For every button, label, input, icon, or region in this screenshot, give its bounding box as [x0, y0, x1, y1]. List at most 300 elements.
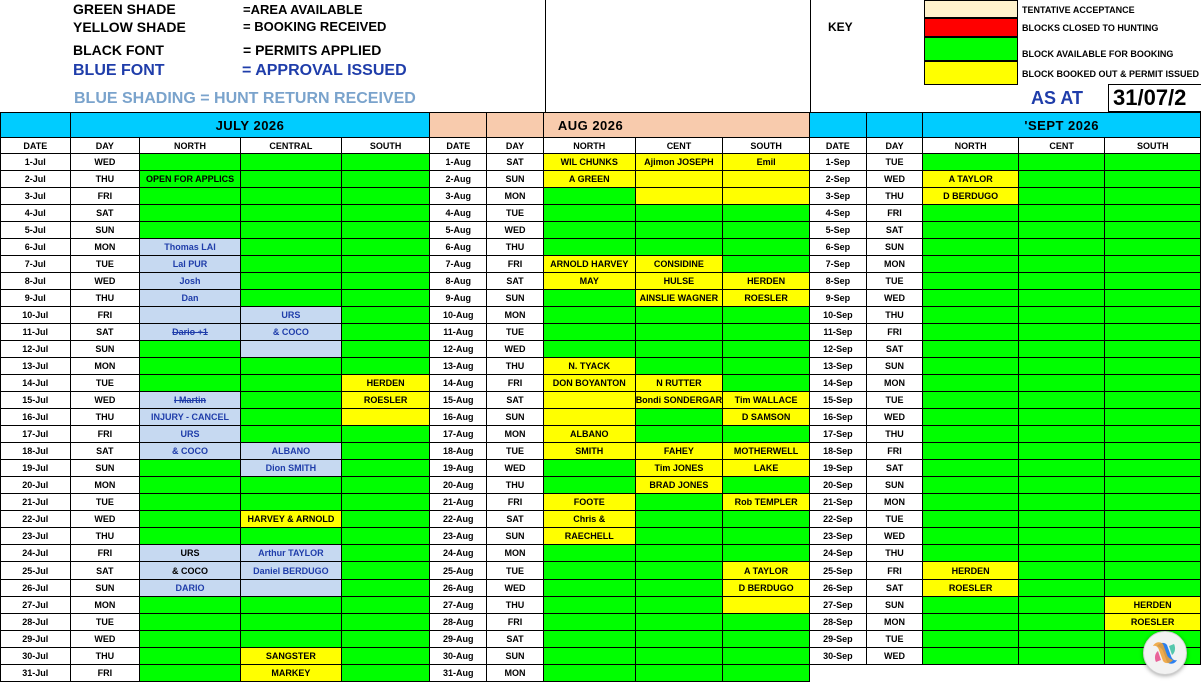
sept-day-cell: WED — [866, 648, 923, 665]
aug-north-cell: SMITH — [543, 443, 635, 460]
jul-date-cell: 17-Jul — [1, 426, 71, 443]
aug-cent-cell — [635, 188, 723, 205]
jul-date-cell: 11-Jul — [1, 324, 71, 341]
key-swatch-booked — [924, 61, 1018, 85]
aug-day-cell: THU — [487, 358, 544, 375]
sept-north-cell — [923, 392, 1019, 409]
jul-header-day: DAY — [70, 138, 140, 154]
sept-north-cell: D BERDUGO — [923, 188, 1019, 205]
jul-date-cell: 3-Jul — [1, 188, 71, 205]
sept-north-cell — [923, 290, 1019, 307]
sept-date-cell: 11-Sep — [809, 324, 866, 341]
aug-cent-cell — [635, 631, 723, 648]
jul-central-cell — [240, 188, 341, 205]
aug-south-cell — [723, 205, 810, 222]
aug-day-cell: FRI — [487, 256, 544, 273]
table-row — [1, 188, 1201, 205]
aug-south-cell — [723, 375, 810, 392]
sept-title: 'SEPT 2026 — [923, 113, 1201, 138]
table-row — [1, 290, 1201, 307]
aug-cent-cell — [635, 511, 723, 528]
legend-green-meaning: =AREA AVAILABLE — [243, 2, 363, 17]
aug-cent-cell: HULSE — [635, 273, 723, 290]
aug-north-cell — [543, 460, 635, 477]
aug-south-cell: HERDEN — [723, 273, 810, 290]
sept-day-cell: MON — [866, 375, 923, 392]
aug-cent-cell — [635, 358, 723, 375]
sept-north-cell — [923, 597, 1019, 614]
jul-date-cell: 30-Jul — [1, 648, 71, 665]
aug-north-cell — [543, 614, 635, 631]
sept-cent-cell — [1018, 597, 1104, 614]
aug-cent-cell — [635, 580, 723, 597]
aug-south-cell: LAKE — [723, 460, 810, 477]
jul-central-cell — [240, 273, 341, 290]
sept-day-cell: WED — [866, 290, 923, 307]
aug-day-cell: SAT — [487, 273, 544, 290]
sept-date-cell: 2-Sep — [809, 171, 866, 188]
aug-cent-cell — [635, 597, 723, 614]
sept-date-cell: 30-Sep — [809, 648, 866, 665]
aug-header-date: DATE — [430, 138, 487, 154]
aug-south-cell — [723, 614, 810, 631]
aug-south-cell — [723, 256, 810, 273]
table-row — [1, 409, 1201, 426]
aug-south-cell — [723, 511, 810, 528]
aug-north-cell: ARNOLD HARVEY — [543, 256, 635, 273]
jul-north-cell — [140, 631, 241, 648]
jul-day-cell: THU — [70, 648, 140, 665]
key-label: KEY — [828, 20, 853, 34]
jul-central-cell — [240, 205, 341, 222]
sept-day-cell: FRI — [866, 562, 923, 580]
aug-day-cell: TUE — [487, 443, 544, 460]
aug-day-cell: SUN — [487, 171, 544, 188]
aug-day-cell: TUE — [487, 205, 544, 222]
sept-header-day: DAY — [866, 138, 923, 154]
sept-cent-cell — [1018, 307, 1104, 324]
sept-north-cell — [923, 222, 1019, 239]
aug-north-cell — [543, 222, 635, 239]
aug-south-cell — [723, 341, 810, 358]
aug-day-cell: SUN — [487, 290, 544, 307]
sept-date-cell: 8-Sep — [809, 273, 866, 290]
aug-north-cell — [543, 648, 635, 665]
sept-date-cell: 25-Sep — [809, 562, 866, 580]
sept-south-cell — [1105, 443, 1201, 460]
aug-cent-cell: Ajimon JOSEPH — [635, 154, 723, 171]
sept-south-cell — [1105, 307, 1201, 324]
sept-date-cell: 9-Sep — [809, 290, 866, 307]
jul-day-cell: SAT — [70, 562, 140, 580]
sept-south-cell — [1105, 256, 1201, 273]
table-row — [1, 494, 1201, 511]
jul-central-cell — [240, 580, 341, 597]
jul-central-cell — [240, 222, 341, 239]
aug-north-cell: MAY — [543, 273, 635, 290]
jul-central-cell — [240, 597, 341, 614]
jul-day-cell: THU — [70, 290, 140, 307]
jul-north-cell — [140, 460, 241, 477]
sept-north-cell — [923, 256, 1019, 273]
aug-title: AUG 2026 — [543, 113, 809, 138]
aug-north-cell — [543, 341, 635, 358]
jul-north-cell — [140, 358, 241, 375]
aug-cent-cell — [635, 648, 723, 665]
sept-cent-cell — [1018, 580, 1104, 597]
sept-south-cell — [1105, 545, 1201, 562]
jul-day-cell: MON — [70, 597, 140, 614]
jul-north-cell: OPEN FOR APPLICS — [140, 171, 241, 188]
table-row — [1, 273, 1201, 290]
aug-south-cell: ROESLER — [723, 290, 810, 307]
sept-cent-cell — [1018, 392, 1104, 409]
aug-header-north: NORTH — [543, 138, 635, 154]
jul-date-cell: 21-Jul — [1, 494, 71, 511]
jul-central-cell — [240, 290, 341, 307]
jul-day-cell: THU — [70, 528, 140, 545]
jul-day-cell: SUN — [70, 580, 140, 597]
jul-central-cell: MARKEY — [240, 665, 341, 682]
jul-north-cell: INJURY - CANCEL — [140, 409, 241, 426]
table-row — [1, 222, 1201, 239]
aug-south-cell — [723, 188, 810, 205]
aug-date-cell: 6-Aug — [430, 239, 487, 256]
aug-header-south: SOUTH — [723, 138, 810, 154]
key-label-tentative: TENTATIVE ACCEPTANCE — [1022, 5, 1135, 15]
aug-date-cell: 8-Aug — [430, 273, 487, 290]
legend-green-shade: GREEN SHADE — [73, 1, 176, 17]
sept-date-cell: 20-Sep — [809, 477, 866, 494]
jul-date-cell: 14-Jul — [1, 375, 71, 392]
sept-cent-cell — [1018, 256, 1104, 273]
sept-cent-cell — [1018, 154, 1104, 171]
aug-date-cell: 15-Aug — [430, 392, 487, 409]
jul-date-cell: 25-Jul — [1, 562, 71, 580]
column-header-row — [1, 138, 1201, 154]
jul-south-cell — [341, 324, 430, 341]
jul-day-cell: MON — [70, 239, 140, 256]
aug-north-cell: ALBANO — [543, 426, 635, 443]
aug-day-cell: WED — [487, 341, 544, 358]
sept-south-cell — [1105, 273, 1201, 290]
sept-day-cell: TUE — [866, 511, 923, 528]
sept-north-cell — [923, 324, 1019, 341]
jul-south-cell — [341, 665, 430, 682]
aug-north-cell — [543, 307, 635, 324]
july-title: JULY 2026 — [70, 113, 430, 138]
sept-cent-cell — [1018, 614, 1104, 631]
aug-south-cell — [723, 631, 810, 648]
aug-day-cell: WED — [487, 580, 544, 597]
aug-date-cell: 24-Aug — [430, 545, 487, 562]
sept-south-cell — [1105, 188, 1201, 205]
jul-south-cell — [341, 409, 430, 426]
sept-south-cell — [1105, 460, 1201, 477]
jul-central-cell — [240, 494, 341, 511]
sept-north-cell — [923, 460, 1019, 477]
aug-date-cell: 18-Aug — [430, 443, 487, 460]
table-row — [1, 205, 1201, 222]
aug-header-cent: CENT — [635, 138, 723, 154]
legend-blue-font: BLUE FONT — [73, 62, 165, 79]
sept-corner-day — [866, 113, 923, 138]
aug-north-cell — [543, 562, 635, 580]
jul-north-cell: URS — [140, 426, 241, 443]
table-row — [1, 562, 1201, 580]
aug-date-cell: 16-Aug — [430, 409, 487, 426]
jul-south-cell — [341, 273, 430, 290]
aug-cent-cell — [635, 494, 723, 511]
aug-date-cell: 20-Aug — [430, 477, 487, 494]
jul-north-cell — [140, 205, 241, 222]
sept-date-cell: 6-Sep — [809, 239, 866, 256]
jul-central-cell — [240, 614, 341, 631]
jul-central-cell — [240, 409, 341, 426]
jul-south-cell — [341, 631, 430, 648]
jul-north-cell — [140, 222, 241, 239]
aug-date-cell: 7-Aug — [430, 256, 487, 273]
sept-cent-cell — [1018, 631, 1104, 648]
sept-day-cell — [866, 665, 923, 682]
sept-cent-cell — [1018, 375, 1104, 392]
jul-day-cell: FRI — [70, 188, 140, 205]
aug-north-cell — [543, 409, 635, 426]
jul-south-cell — [341, 341, 430, 358]
sept-south-cell — [1105, 562, 1201, 580]
jul-south-cell — [341, 188, 430, 205]
jul-central-cell — [240, 154, 341, 171]
sept-header-date: DATE — [809, 138, 866, 154]
sept-date-cell — [809, 665, 866, 682]
sept-south-cell — [1105, 409, 1201, 426]
sept-day-cell: MON — [866, 256, 923, 273]
sept-south-cell — [1105, 477, 1201, 494]
aug-cent-cell: Tim JONES — [635, 460, 723, 477]
jul-north-cell — [140, 375, 241, 392]
aug-day-cell: FRI — [487, 614, 544, 631]
sept-north-cell — [923, 409, 1019, 426]
sept-day-cell: THU — [866, 545, 923, 562]
table-row — [1, 307, 1201, 324]
aug-day-cell: TUE — [487, 324, 544, 341]
sept-cent-cell — [1018, 222, 1104, 239]
jul-south-cell — [341, 358, 430, 375]
sept-north-cell — [923, 614, 1019, 631]
aug-north-cell — [543, 188, 635, 205]
sept-day-cell: FRI — [866, 443, 923, 460]
sept-date-cell: 4-Sep — [809, 205, 866, 222]
sept-day-cell: SAT — [866, 460, 923, 477]
sept-cent-cell — [1018, 426, 1104, 443]
aug-north-cell: A GREEN — [543, 171, 635, 188]
aug-south-cell: D BERDUGO — [723, 580, 810, 597]
sept-cent-cell — [1018, 562, 1104, 580]
aug-day-cell: SAT — [487, 631, 544, 648]
jul-day-cell: SAT — [70, 443, 140, 460]
aug-south-cell — [723, 222, 810, 239]
sept-day-cell: TUE — [866, 154, 923, 171]
sept-day-cell: SAT — [866, 341, 923, 358]
copilot-button[interactable] — [1143, 631, 1187, 675]
aug-cent-cell: N RUTTER — [635, 375, 723, 392]
sept-north-cell — [923, 307, 1019, 324]
sept-south-cell — [1105, 392, 1201, 409]
aug-south-cell: A TAYLOR — [723, 562, 810, 580]
legend-divider-2 — [810, 0, 811, 112]
jul-south-cell — [341, 307, 430, 324]
aug-date-cell: 3-Aug — [430, 188, 487, 205]
table-row — [1, 545, 1201, 562]
aug-south-cell — [723, 648, 810, 665]
aug-north-cell — [543, 324, 635, 341]
aug-date-cell: 1-Aug — [430, 154, 487, 171]
jul-south-cell — [341, 614, 430, 631]
jul-date-cell: 1-Jul — [1, 154, 71, 171]
sept-cent-cell — [1018, 290, 1104, 307]
jul-date-cell: 13-Jul — [1, 358, 71, 375]
jul-date-cell: 8-Jul — [1, 273, 71, 290]
jul-date-cell: 9-Jul — [1, 290, 71, 307]
aug-south-cell — [723, 528, 810, 545]
sept-south-cell — [1105, 239, 1201, 256]
sept-south-cell — [1105, 341, 1201, 358]
aug-date-cell: 27-Aug — [430, 597, 487, 614]
sept-day-cell: TUE — [866, 273, 923, 290]
sept-day-cell: WED — [866, 528, 923, 545]
jul-central-cell — [240, 256, 341, 273]
sept-south-cell: HERDEN — [1105, 597, 1201, 614]
jul-day-cell: TUE — [70, 256, 140, 273]
sept-north-cell — [923, 477, 1019, 494]
aug-north-cell: Chris & — [543, 511, 635, 528]
sept-north-cell: HERDEN — [923, 562, 1019, 580]
legend-black-meaning: = PERMITS APPLIED — [243, 42, 382, 58]
aug-south-cell — [723, 171, 810, 188]
jul-south-cell — [341, 494, 430, 511]
jul-day-cell: MON — [70, 358, 140, 375]
jul-north-cell: Josh — [140, 273, 241, 290]
sept-header-south: SOUTH — [1105, 138, 1201, 154]
jul-date-cell: 20-Jul — [1, 477, 71, 494]
aug-cent-cell — [635, 171, 723, 188]
legend-divider-1 — [545, 0, 546, 112]
jul-north-cell: Dan — [140, 290, 241, 307]
jul-north-cell — [140, 341, 241, 358]
sept-cent-cell — [1018, 324, 1104, 341]
jul-central-cell: & COCO — [240, 324, 341, 341]
aug-day-cell: WED — [487, 460, 544, 477]
jul-south-cell — [341, 443, 430, 460]
legend-yellow-meaning: = BOOKING RECEIVED — [243, 19, 387, 34]
aug-south-cell: MOTHERWELL — [723, 443, 810, 460]
aug-south-cell: Rob TEMPLER — [723, 494, 810, 511]
sept-north-cell — [923, 375, 1019, 392]
sept-date-cell: 26-Sep — [809, 580, 866, 597]
aug-cent-cell: CONSIDINE — [635, 256, 723, 273]
as-at-label: AS AT — [1031, 88, 1083, 108]
sept-north-cell — [923, 631, 1019, 648]
sept-date-cell: 13-Sep — [809, 358, 866, 375]
aug-south-cell — [723, 426, 810, 443]
sept-south-cell — [1105, 494, 1201, 511]
jul-day-cell: MON — [70, 477, 140, 494]
jul-date-cell: 10-Jul — [1, 307, 71, 324]
jul-south-cell — [341, 545, 430, 562]
table-row — [1, 460, 1201, 477]
aug-south-cell — [723, 358, 810, 375]
sept-day-cell: SUN — [866, 477, 923, 494]
aug-corner-date — [430, 113, 487, 138]
sept-north-cell — [923, 511, 1019, 528]
jul-north-cell — [140, 477, 241, 494]
aug-date-cell: 14-Aug — [430, 375, 487, 392]
aug-day-cell: SAT — [487, 511, 544, 528]
table-row — [1, 392, 1201, 409]
jul-day-cell: SUN — [70, 341, 140, 358]
aug-south-cell: Tim WALLACE — [723, 392, 810, 409]
jul-north-cell — [140, 511, 241, 528]
booking-schedule-table — [0, 112, 1201, 682]
jul-south-cell — [341, 239, 430, 256]
aug-north-cell: RAECHELL — [543, 528, 635, 545]
table-row — [1, 375, 1201, 392]
aug-north-cell — [543, 392, 635, 409]
sept-date-cell: 12-Sep — [809, 341, 866, 358]
aug-day-cell: MON — [487, 665, 544, 682]
copilot-icon — [1144, 632, 1186, 674]
aug-day-cell: SUN — [487, 409, 544, 426]
sept-date-cell: 15-Sep — [809, 392, 866, 409]
table-row — [1, 665, 1201, 682]
jul-south-cell — [341, 171, 430, 188]
sept-date-cell: 18-Sep — [809, 443, 866, 460]
sept-south-cell — [1105, 528, 1201, 545]
aug-cent-cell — [635, 528, 723, 545]
sept-date-cell: 29-Sep — [809, 631, 866, 648]
sept-south-cell — [1105, 290, 1201, 307]
sept-south-cell — [1105, 580, 1201, 597]
jul-central-cell: Arthur TAYLOR — [240, 545, 341, 562]
aug-date-cell: 26-Aug — [430, 580, 487, 597]
jul-day-cell: SUN — [70, 222, 140, 239]
jul-north-cell — [140, 597, 241, 614]
aug-day-cell: THU — [487, 597, 544, 614]
jul-north-cell — [140, 648, 241, 665]
jul-day-cell: TUE — [70, 614, 140, 631]
sept-south-cell: ROESLER — [1105, 614, 1201, 631]
aug-date-cell: 17-Aug — [430, 426, 487, 443]
aug-cent-cell — [635, 205, 723, 222]
sept-date-cell: 28-Sep — [809, 614, 866, 631]
jul-central-cell: ALBANO — [240, 443, 341, 460]
sept-corner-date — [809, 113, 866, 138]
jul-date-cell: 2-Jul — [1, 171, 71, 188]
aug-date-cell: 5-Aug — [430, 222, 487, 239]
jul-central-cell: Dion SMITH — [240, 460, 341, 477]
jul-date-cell: 31-Jul — [1, 665, 71, 682]
jul-date-cell: 19-Jul — [1, 460, 71, 477]
jul-north-cell — [140, 188, 241, 205]
sept-cent-cell — [1018, 528, 1104, 545]
jul-south-cell — [341, 562, 430, 580]
jul-central-cell: SANGSTER — [240, 648, 341, 665]
aug-day-cell: THU — [487, 477, 544, 494]
sept-south-cell — [1105, 358, 1201, 375]
jul-south-cell — [341, 460, 430, 477]
aug-date-cell: 23-Aug — [430, 528, 487, 545]
sept-south-cell — [1105, 511, 1201, 528]
